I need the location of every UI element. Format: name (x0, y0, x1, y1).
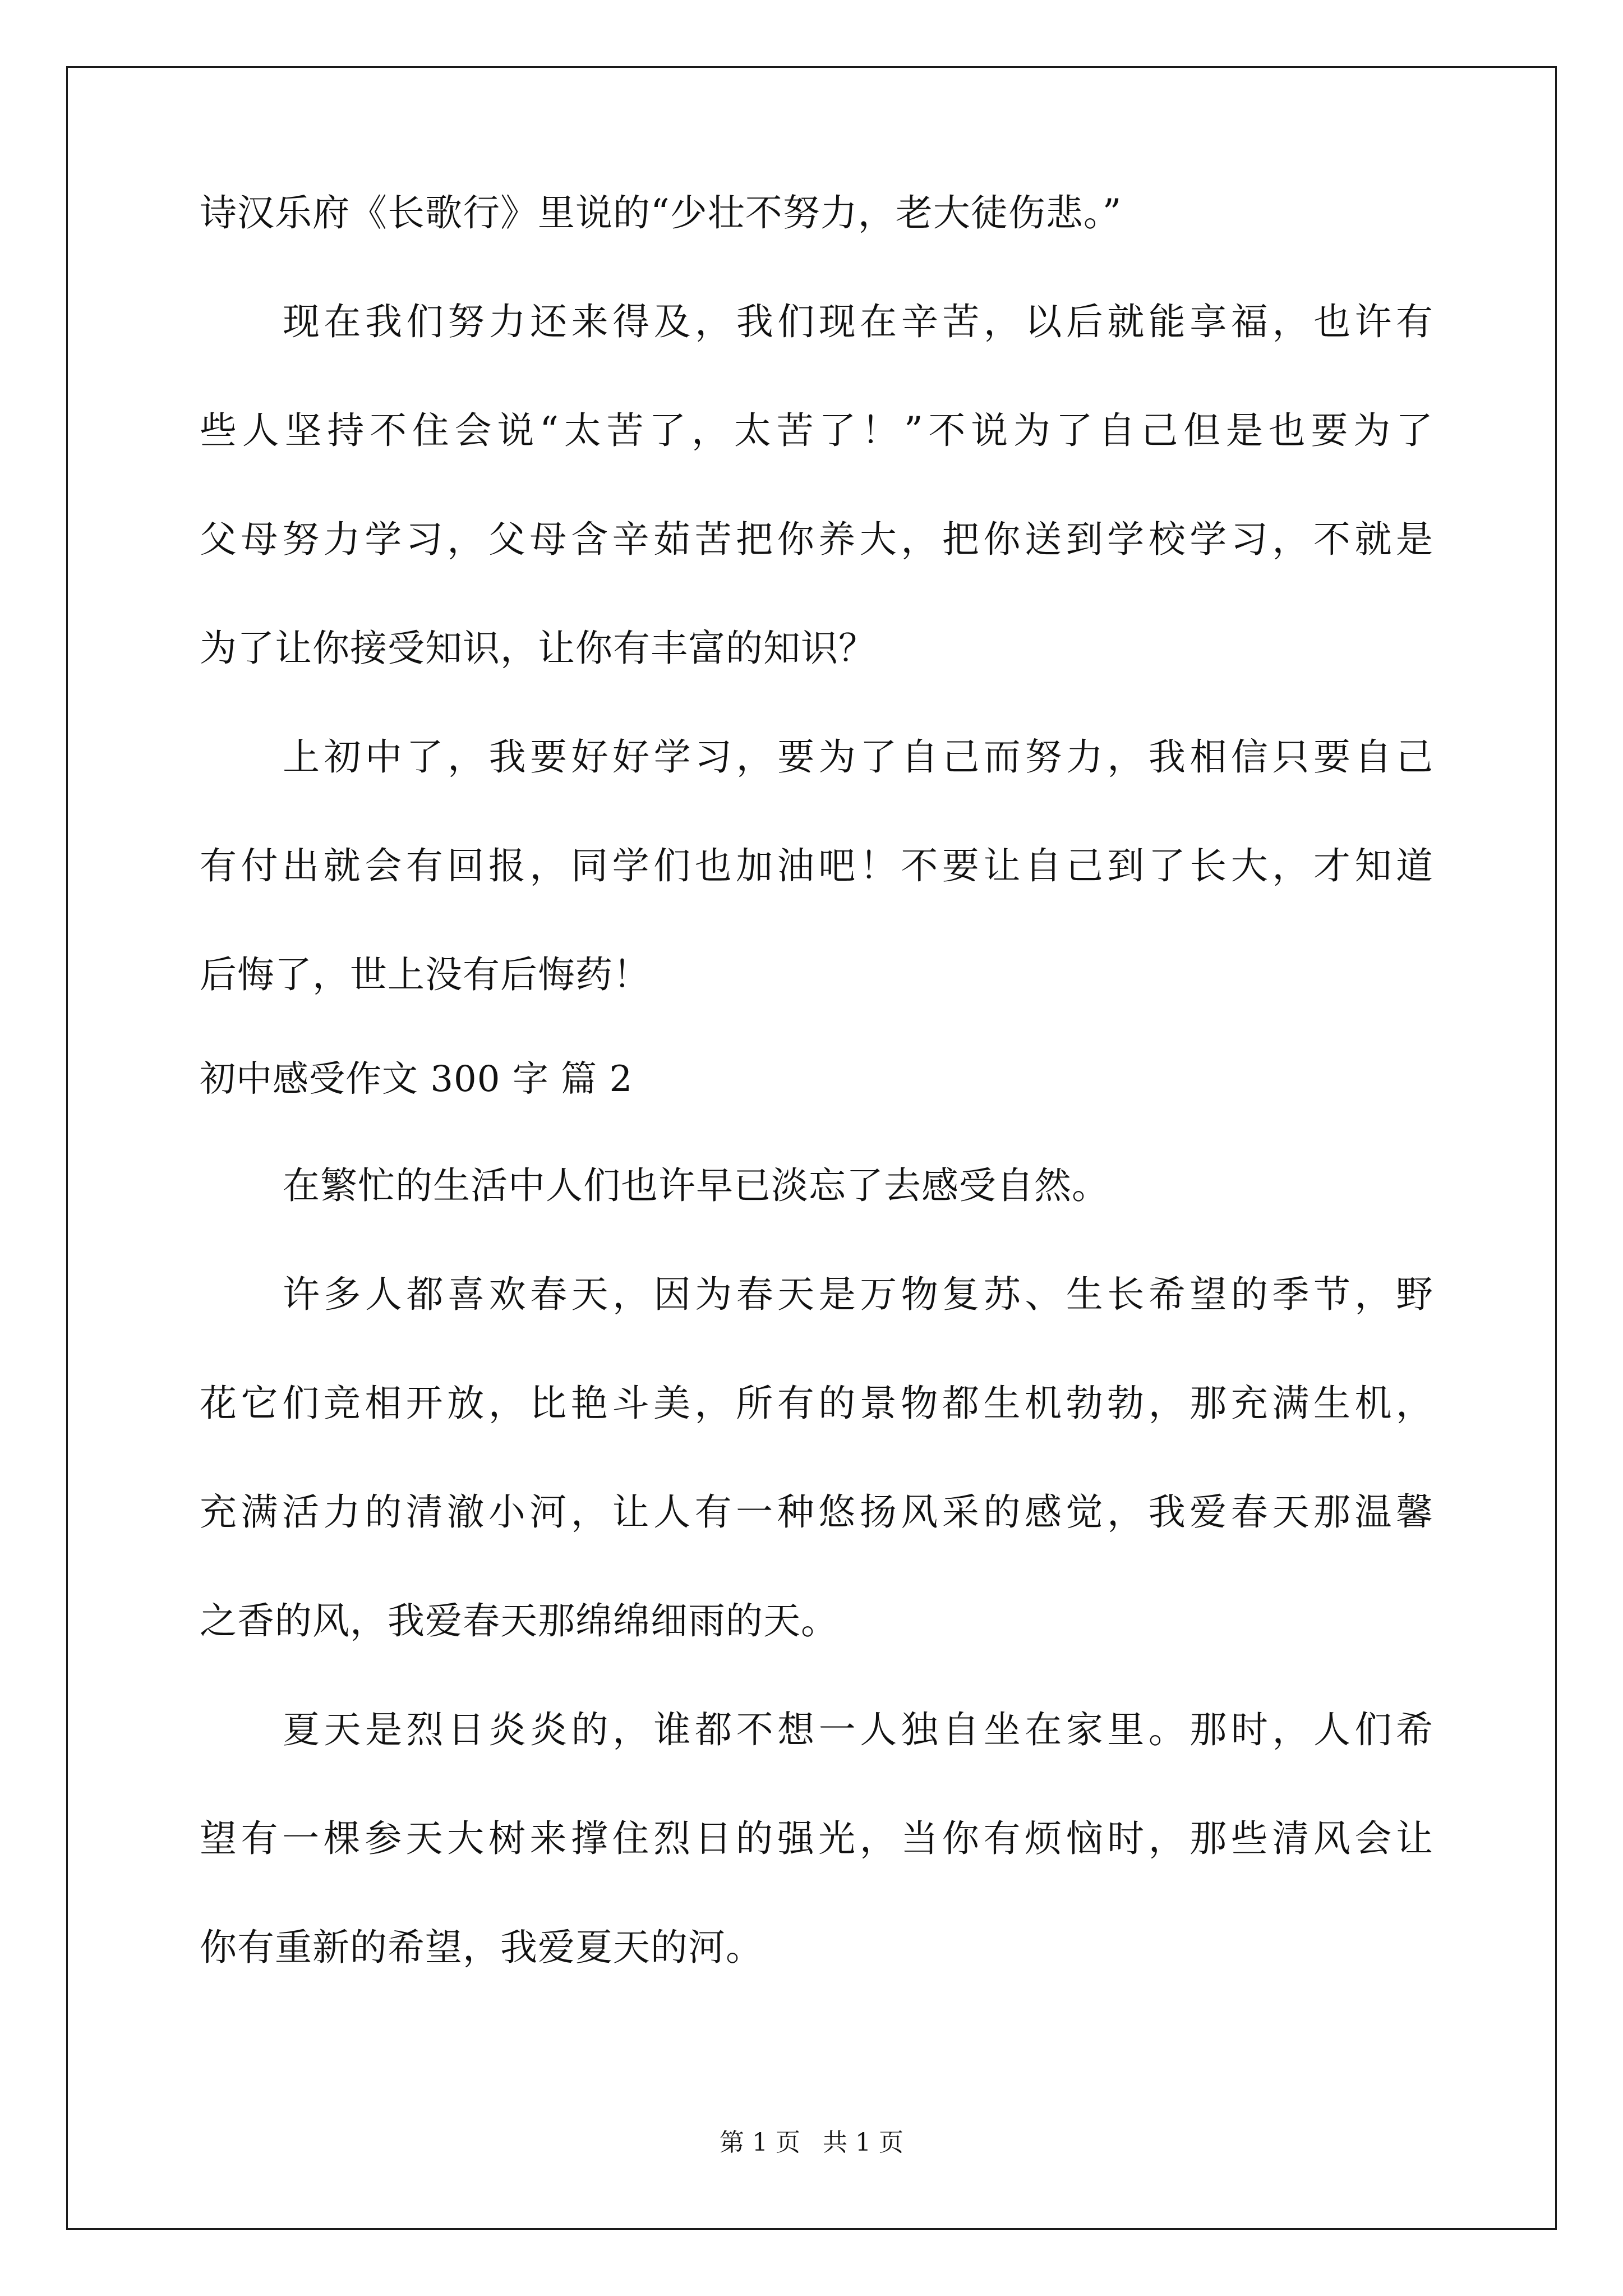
section-heading: 初中感受作文 300 字 篇 2 (200, 1059, 633, 1100)
text-line: 望有一棵参天大树来撑住烈日的强光，当你有烦恼时，那些清风会让 (200, 1817, 1433, 1860)
text-line: 在繁忙的生活中人们也许早已淡忘了去感受自然。 (283, 1164, 1109, 1207)
page-border (66, 66, 1557, 2230)
page-total: 共 1 页 (823, 2128, 903, 2157)
text-line: 父母努力学习，父母含辛茹苦把你养大，把你送到学校学习，不就是 (200, 518, 1433, 561)
text-line: 夏天是烈日炎炎的，谁都不想一人独自坐在家里。那时，人们希 (283, 1708, 1433, 1751)
text-line: 为了让你接受知识，让你有丰富的知识？ (200, 627, 876, 670)
text-line: 后悔了，世上没有后悔药！ (200, 953, 651, 996)
text-line: 充满活力的清澈小河，让人有一种悠扬风采的感觉，我爱春天那温馨 (200, 1490, 1433, 1534)
page-number: 第 1 页 (720, 2128, 800, 2157)
text-line: 之香的风，我爱春天那绵绵细雨的天。 (200, 1599, 838, 1642)
text-line: 有付出就会有回报，同学们也加油吧！不要让自己到了长大，才知道 (200, 844, 1433, 887)
text-line: 些人坚持不住会说“太苦了，太苦了！”不说为了自己但是也要为了 (200, 409, 1433, 452)
text-line: 诗汉乐府《长歌行》里说的“少壮不努力，老大徒伤悲。” (200, 191, 1122, 234)
text-line: 花它们竞相开放，比艳斗美，所有的景物都生机勃勃，那充满生机， (200, 1382, 1433, 1425)
page-footer (0, 2126, 1623, 2160)
text-line: 上初中了，我要好好学习，要为了自己而努力，我相信只要自己 (283, 735, 1433, 779)
text-line: 你有重新的希望，我爱夏天的河。 (200, 1926, 763, 1969)
text-line: 许多人都喜欢春天，因为春天是万物复苏、生长希望的季节，野 (283, 1273, 1433, 1316)
text-line: 现在我们努力还来得及，我们现在辛苦，以后就能享福，也许有 (283, 300, 1433, 343)
